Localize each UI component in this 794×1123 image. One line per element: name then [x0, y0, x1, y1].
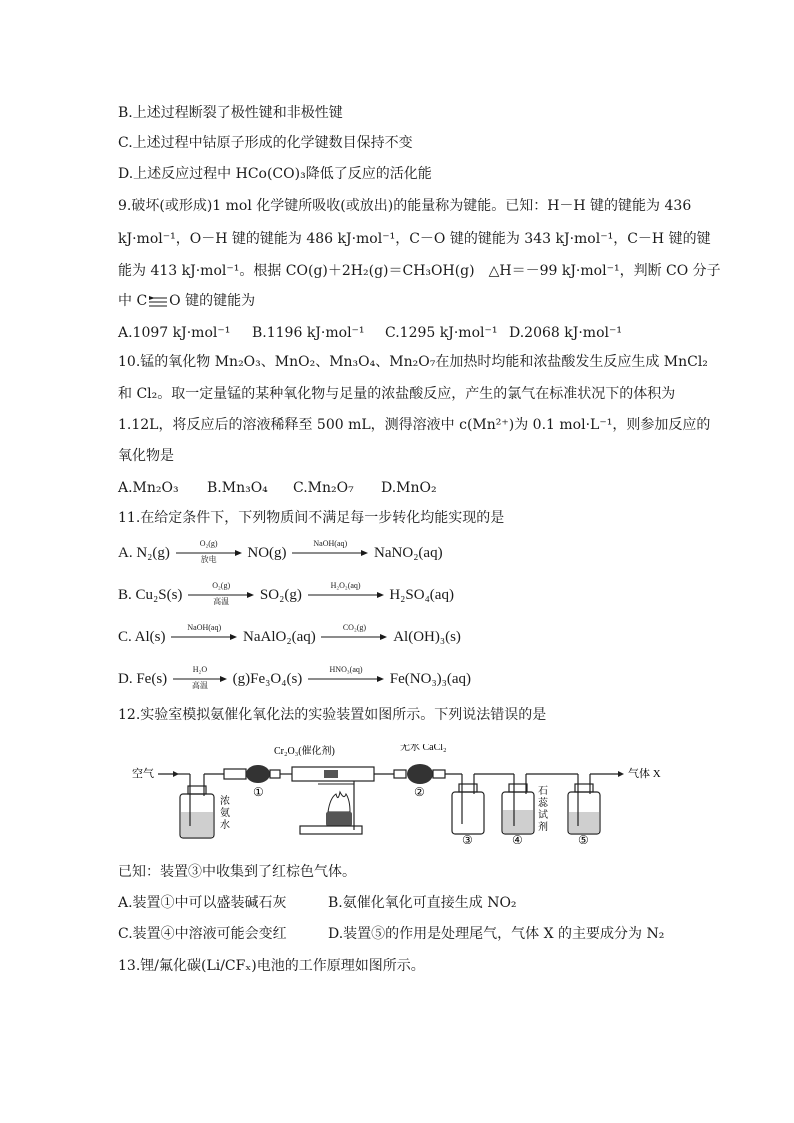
q11c-start: C. Al(s): [118, 629, 166, 645]
q13-stem: 13.锂/氟化碳(Li/CFₓ)电池的工作原理如图所示。: [118, 958, 425, 974]
q9-option-a: A.1097 kJ·mol⁻¹: [118, 325, 231, 341]
q11d-cond2-top: HNO₃(aq): [329, 665, 363, 674]
reaction-arrow-icon: [319, 625, 389, 649]
q12-known: 已知：装置③中收集到了红棕色气体。: [118, 864, 356, 880]
q11a-mid: NO(g): [247, 545, 287, 561]
q9-option-d: D.2068 kJ·mol⁻¹: [509, 325, 622, 341]
q11b-start: B. Cu₂S(s): [118, 587, 183, 603]
label-n3: ③: [462, 833, 473, 844]
q8-option-c: C.上述过程中钴原子形成的化学键数目保持不变: [118, 135, 413, 151]
q8-option-d: D.上述反应过程中 HCo(CO)₃降低了反应的活化能: [118, 166, 432, 182]
q10-stem-line3: 1.12L，将反应后的溶液稀释至 500 mL，测得溶液中 c(Mn²⁺)为 0.1 mol·L⁻¹，则参加反应的: [118, 417, 711, 433]
q11c-cond2-top: CO₂(g): [342, 623, 367, 632]
ammonia-label-2: 氨: [220, 808, 230, 819]
q10-option-b: B.Mn₃O₄: [207, 480, 268, 496]
label-n4: ④: [512, 833, 523, 844]
q11b-cond1-top: O₂(g): [212, 581, 231, 590]
q11c-cond1-top: NaOH(aq): [187, 623, 222, 632]
q12-option-c: C.装置④中溶液可能会变红: [118, 926, 287, 942]
ammonia-label-1: 浓: [220, 796, 230, 807]
triple-bond-symbol: [147, 294, 169, 306]
q11-option-c: [118, 625, 461, 649]
q10-stem-line4: 氧化物是: [118, 448, 174, 464]
q9-option-c: C.1295 kJ·mol⁻¹: [385, 325, 498, 341]
burner-stand: [300, 781, 362, 834]
cacl2-label: 无水 CaCl₂: [400, 744, 447, 753]
ammonia-bottle: [176, 774, 224, 838]
q10-option-c: C.Mn₂O₇: [293, 480, 354, 496]
q10-option-a: A.Mn₂O₃: [118, 480, 179, 496]
air-label: 空气: [132, 768, 154, 780]
q11c-mid: NaAlO₂(aq): [243, 629, 316, 645]
q12-option-a: A.装置①中可以盛装碱石灰: [118, 895, 287, 911]
q10-stem-line1: 10.锰的氧化物 Mn₂O₃、MnO₂、Mn₃O₄、Mn₂O₇在加热时均能和浓盐酸发生反应生成 MnCl₂: [118, 354, 708, 370]
q11b-end: H₂SO₄(aq): [389, 587, 454, 603]
q11b-cond2-top: H₂O₂(aq): [330, 581, 361, 590]
q11d-cond1-top: H₂O: [192, 665, 208, 674]
q11c-end: Al(OH)₃(s): [393, 629, 461, 645]
q11d-start: D. Fe(s): [118, 671, 168, 687]
q10-option-d: D.MnO₂: [381, 480, 437, 496]
gas-x-label: 气体 X: [628, 768, 661, 780]
catalyst-label: Cr₂O₃(催化剂): [274, 746, 335, 757]
litmus-label-1: 石: [538, 786, 548, 797]
label-n1: ①: [253, 785, 264, 799]
arrow-head-icon: [618, 771, 624, 777]
q9-stem-line4: [118, 291, 255, 311]
reaction-arrow-icon: [306, 667, 386, 691]
litmus-label-3: 试: [538, 810, 548, 821]
ammonia-label-3: 水: [220, 820, 230, 831]
q11d-cond1-bot: 高温: [191, 681, 208, 690]
reaction-arrow-icon: [186, 583, 256, 607]
reaction-arrow-icon: [290, 541, 370, 565]
q9-line4-prefix: 中 C: [118, 293, 148, 309]
q12-stem: 12.实验室模拟氨催化氧化法的实验装置如图所示。下列说法错误的是: [118, 707, 547, 723]
q11a-cond2-top: NaOH(aq): [313, 539, 348, 548]
q11b-mid: SO₂(g): [259, 587, 302, 603]
q11b-cond1-bot: 高温: [213, 597, 230, 606]
q9-option-b: B.1196 kJ·mol⁻¹: [252, 325, 365, 341]
q9-line4-suffix: O 键的键能为: [169, 293, 256, 309]
litmus-label-2: 蕊: [538, 798, 548, 809]
q12-option-b: B.氨催化氧化可直接生成 NO₂: [328, 895, 517, 911]
q11d-mid: (g)Fe₃O₄(s): [232, 671, 303, 687]
q11a-cond1-bot: 放电: [200, 555, 217, 564]
apparatus-figure: [132, 744, 692, 848]
q9-stem-line3: 能为 413 kJ·mol⁻¹。根据 CO(g)＋2H₂(g)＝CH₃OH(g) △H＝－99 kJ·mol⁻¹，判断 CO 分子: [118, 263, 721, 279]
catalyst-tube: [280, 767, 394, 781]
q11d-end: Fe(NO₃)₃(aq): [389, 671, 472, 687]
q11a-cond1-top: O₂(g): [199, 539, 218, 548]
reaction-arrow-icon: [306, 583, 386, 607]
q11a-start: A. N₂(g): [118, 545, 170, 561]
q12-option-d: D.装置⑤的作用是处理尾气，气体 X 的主要成分为 N₂: [328, 926, 665, 942]
reaction-arrow-icon: [169, 625, 239, 649]
q11-option-d: [118, 667, 471, 691]
label-n2: ②: [414, 785, 425, 799]
drying-tube-2: [394, 764, 462, 784]
q10-stem-line2: 和 Cl₂。取一定量锰的某种氧化物与足量的浓盐酸反应，产生的氯气在标准状况下的体积为: [118, 386, 676, 402]
q8-option-b: B.上述过程断裂了极性键和非极性键: [118, 105, 343, 121]
q9-stem-line2: kJ·mol⁻¹，O－H 键的键能为 486 kJ·mol⁻¹，C－O 键的键能为 343 kJ·mol⁻¹，C－H 键的键: [118, 231, 711, 247]
q9-stem-line1: 9.破坏(或形成)1 mol 化学键所吸收(或放出)的能量称为键能。已知：H－H 键的键能为 436: [118, 198, 692, 214]
reaction-arrow-icon: [174, 541, 244, 565]
drying-tube-1: [224, 765, 280, 783]
q11-option-b: [118, 583, 454, 607]
q11-stem: 11.在给定条件下，下列物质间不满足每一步转化均能实现的是: [118, 510, 505, 526]
q11a-end: NaNO₂(aq): [374, 545, 443, 561]
litmus-label-4: 剂: [538, 822, 548, 833]
q11-option-a: [118, 541, 443, 565]
tail-gas-bottle-5: [568, 774, 620, 834]
label-n5: ⑤: [578, 833, 589, 844]
reaction-arrow-icon: [171, 667, 229, 691]
